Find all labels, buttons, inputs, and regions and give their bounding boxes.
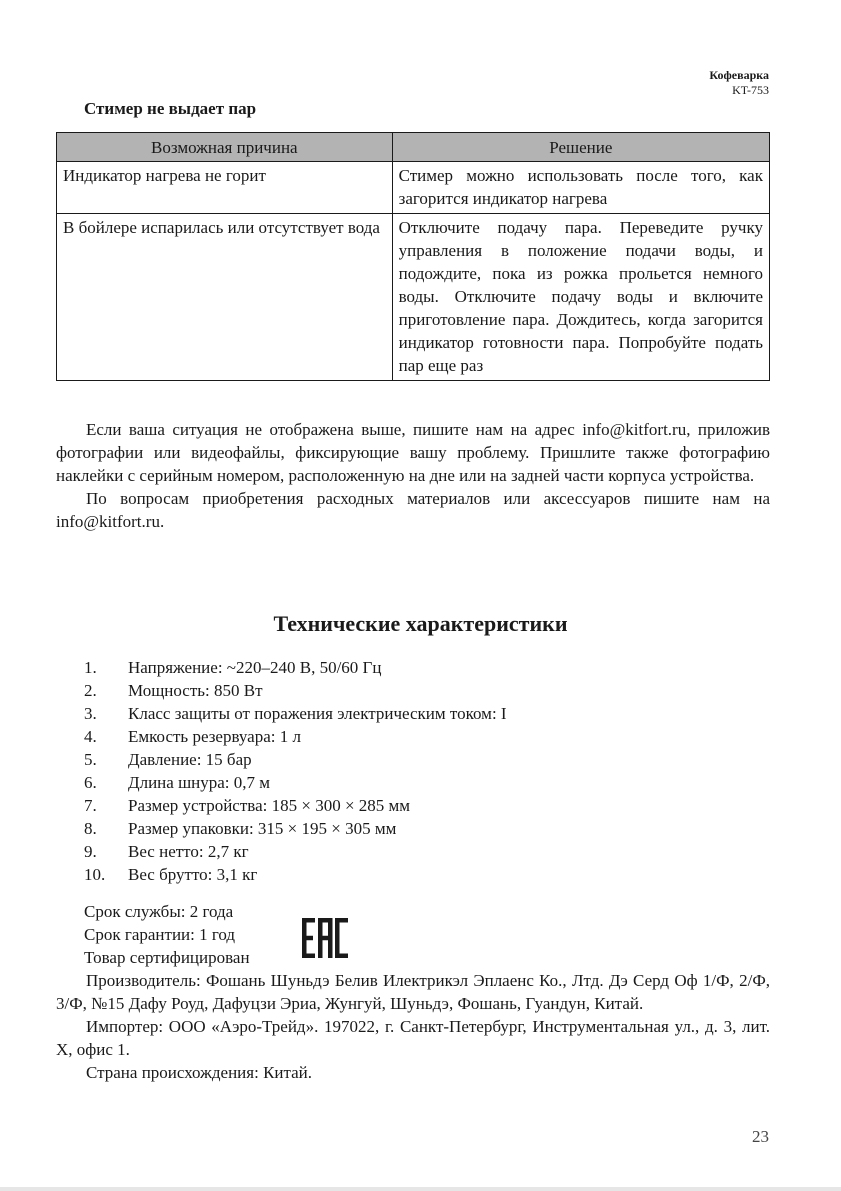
list-item [84,817,507,840]
origin-country: Страна происхождения: Китай. [86,1063,313,1082]
troubleshooting-table [56,132,770,381]
page-edge [0,1187,841,1191]
cause-cell: В бойлере испарилась или отсутствует вода [57,214,393,381]
contact-section [56,418,770,533]
manufacturer-info: Производитель: Фошань Шуньдэ Белив Илектрикэл Эплаенс Ко., Лтд. Дэ Серд Оф 1/Ф, 2/Ф, 3/Ф, №15 Дафу Роуд, Дафуцзи Эриа, Жунгуй, Шуньдэ, Фошань, Гуандун, Китай. [56,971,770,1013]
list-item-number: 5. [84,750,97,769]
legal-section [56,969,770,1084]
list-item [84,725,507,748]
list-item-text: Размер устройства: 185 × 300 × 285 мм [128,796,411,815]
table-row [57,214,770,381]
list-item [84,863,507,886]
specs-list [84,656,507,886]
list-item [84,679,507,702]
list-item-text: Вес брутто: 3,1 кг [128,865,258,884]
contact-paragraph: Если ваша ситуация не отображена выше, пишите нам на адрес info@kitfort.ru, приложив фотографии или видеофайлы, фиксирующие вашу проблему. Пришлите также фотографию наклейки с серийным номером, расположенную на дне или на задней части корпуса устройства. [56,420,770,485]
page-number: 23 [752,1127,769,1146]
terms-block [84,900,250,969]
list-item-text: Давление: 15 бар [128,750,252,769]
column-header-solution: Решение [392,133,769,162]
table-row [57,162,770,214]
importer-info: Импортер: ООО «Аэро-Трейд». 197022, г. Санкт-Петербург, Инструментальная ул., д. 3, лит. X, офис 1. [56,1017,770,1059]
list-item-number: 3. [84,704,97,723]
troubleshooting-title: Стимер не выдает пар [84,99,257,118]
list-item-number: 4. [84,727,97,746]
solution-cell: Отключите подачу пара. Переведите ручку управления в положение подачи воды, и подождите, пока из рожка прольется немного воды. Отключите подачу воды и включите приготовление пара. Дождитесь, когда загорится индикатор готовности пара. Попробуйте подать пар еще раз [392,214,769,381]
certification-note: Товар сертифицирован [84,948,250,967]
list-item-number: 2. [84,681,97,700]
list-item [84,794,507,817]
cause-cell: Индикатор нагрева не горит [57,162,393,214]
list-item-number: 10. [84,865,106,884]
solution-cell: Стимер можно использовать после того, как загорится индикатор нагрева [392,162,769,214]
list-item-text: Вес нетто: 2,7 кг [128,842,249,861]
header-product: Кофеварка [709,68,769,82]
table-header-row [57,133,770,162]
header-model: KT-753 [732,83,769,97]
column-header-cause: Возможная причина [57,133,393,162]
list-item-number: 1. [84,658,97,677]
service-life: Срок службы: 2 года [84,902,234,921]
list-item [84,771,507,794]
list-item-number: 7. [84,796,97,815]
list-item [84,748,507,771]
list-item-number: 8. [84,819,97,838]
list-item [84,656,507,679]
accessories-paragraph: По вопросам приобретения расходных материалов или аксессуаров пишите нам на info@kitfort.ru. [56,489,770,531]
list-item-text: Длина шнура: 0,7 м [128,773,271,792]
list-item-text: Класс защиты от поражения электрическим током: I [128,704,507,723]
list-item-text: Размер упаковки: 315 × 195 × 305 мм [128,819,397,838]
list-item-text: Напряжение: ~220–240 В, 50/60 Гц [128,658,382,677]
list-item-number: 9. [84,842,97,861]
specs-title: Технические характеристики [273,611,568,636]
list-item-text: Мощность: 850 Вт [128,681,263,700]
list-item [84,702,507,725]
list-item-number: 6. [84,773,97,792]
eac-certification-icon [302,918,348,958]
warranty-period: Срок гарантии: 1 год [84,925,236,944]
page-header [709,68,769,98]
list-item-text: Емкость резервуара: 1 л [128,727,301,746]
list-item [84,840,507,863]
